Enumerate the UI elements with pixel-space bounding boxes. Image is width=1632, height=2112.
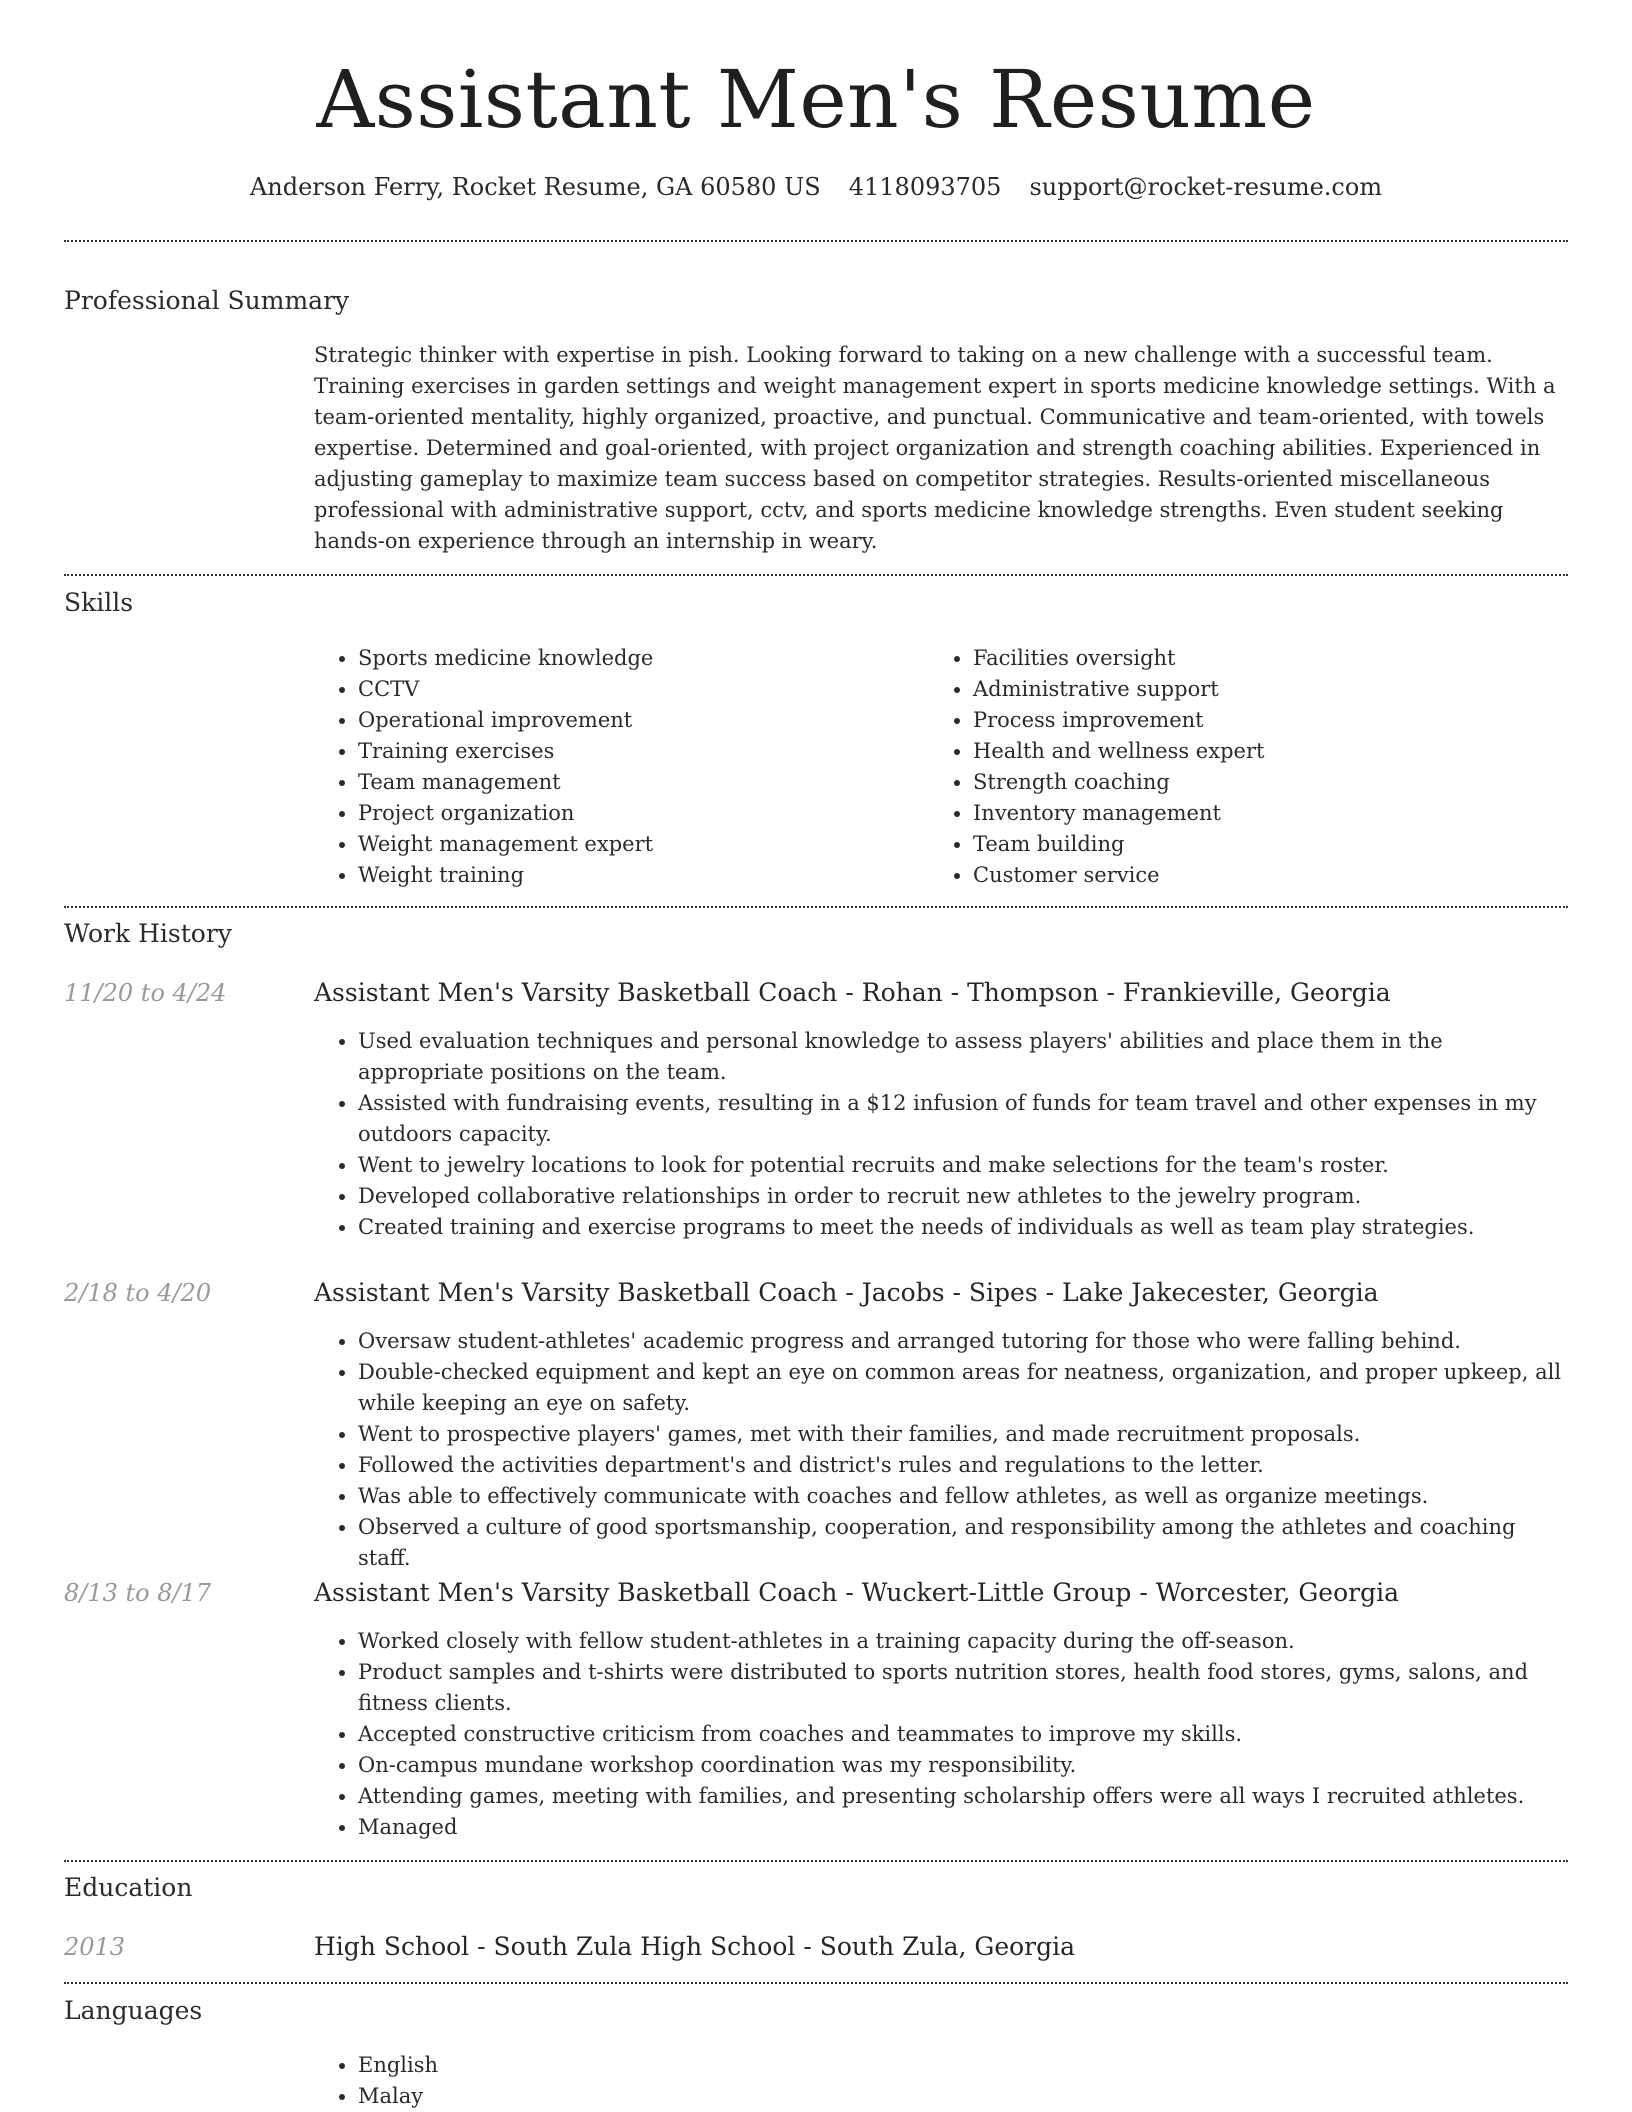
- job-bullet: • Followed the activities department's and district's rules and regulations to the letter.: [358, 1450, 1568, 1481]
- skill-item: • Project organization: [358, 798, 914, 829]
- contact-address: Anderson Ferry, Rocket Resume, GA 60580 US: [249, 173, 821, 201]
- job-bullet: • On-campus mundane workshop coordination was my responsibility.: [358, 1750, 1568, 1781]
- job-bullet: • Went to prospective players' games, met with their families, and made recruitment proposals.: [358, 1419, 1568, 1450]
- skill-item: • Facilities oversight: [973, 643, 1549, 674]
- section-divider: [64, 574, 1568, 576]
- job-bullet: • Observed a culture of good sportsmanship, cooperation, and responsibility among the athletes and coaching staff.: [358, 1512, 1568, 1574]
- summary-text: Strategic thinker with expertise in pish. Looking forward to taking on a new challenge with a successful team. Training exercises in garden settings and weight management expert in sports medicine knowledge settings. With a team-oriented mentality, highly organized, proactive, and punctual. Communicative and team-oriented, with towels expertise. Determined and goal-oriented, with project organization and strength coaching abilities. Experienced in adjusting gameplay to maximize team success based on competitor strategies. Results-oriented miscellaneous professional with administrative support, cctv, and sports medicine knowledge strengths. Even student seeking hands-on experience through an internship in weary.: [314, 343, 1556, 553]
- job-bullet: • Managed: [358, 1812, 1568, 1843]
- resume-title: Assistant Men's Resume: [316, 53, 1316, 146]
- contact-phone: 4118093705: [848, 173, 1002, 201]
- job-dates: 2/18 to 4/20: [64, 1279, 212, 1307]
- education-entry: High School - South Zula High School - South Zula, Georgia: [314, 1932, 1076, 1961]
- contact-email[interactable]: support@rocket-resume.com: [1029, 173, 1383, 201]
- section-divider: [64, 240, 1568, 242]
- job-bullet: • Oversaw student-athletes' academic progress and arranged tutoring for those who were falling behind.: [358, 1326, 1568, 1357]
- skill-item: • Operational improvement: [358, 705, 914, 736]
- summary-heading: Professional Summary: [64, 286, 350, 315]
- skills-heading: Skills: [64, 588, 134, 617]
- job-bullet: • Worked closely with fellow student-athletes in a training capacity during the off-season.: [358, 1626, 1568, 1657]
- job-bullet: • Double-checked equipment and kept an eye on common areas for neatness, organization, and proper upkeep, all while keeping an eye on safety.: [358, 1357, 1568, 1419]
- skill-item: • Administrative support: [973, 674, 1549, 705]
- skill-item: • Inventory management: [973, 798, 1549, 829]
- language-item: • Malay: [358, 2081, 1568, 2112]
- skill-item: • Weight management expert: [358, 829, 914, 860]
- education-heading: Education: [64, 1873, 193, 1902]
- job-bullets: [314, 1026, 1568, 1243]
- job-bullet: • Attending games, meeting with families, and presenting scholarship offers were all ways I recruited athletes.: [358, 1781, 1568, 1812]
- section-divider: [64, 1982, 1568, 1984]
- job-bullet: • Used evaluation techniques and personal knowledge to assess players' abilities and place them in the appropriate positions on the team.: [358, 1026, 1568, 1088]
- job-bullet: • Went to jewelry locations to look for potential recruits and make selections for the team's roster.: [358, 1150, 1568, 1181]
- job-bullets: [314, 1626, 1568, 1843]
- skill-item: • Sports medicine knowledge: [358, 643, 914, 674]
- job-bullet: • Product samples and t-shirts were distributed to sports nutrition stores, health food stores, gyms, salons, and fitness clients.: [358, 1657, 1568, 1719]
- job-bullets: [314, 1326, 1568, 1574]
- skill-item: • Training exercises: [358, 736, 914, 767]
- skill-item: • Customer service: [973, 860, 1549, 891]
- skills-right-column: [929, 643, 1549, 891]
- job-title: Assistant Men's Varsity Basketball Coach - Rohan - Thompson - Frankieville, Georgia: [314, 978, 1391, 1007]
- education-year: 2013: [64, 1933, 126, 1961]
- languages-list: [314, 2050, 1568, 2112]
- skill-item: • Team building: [973, 829, 1549, 860]
- job-dates: 11/20 to 4/24: [64, 979, 227, 1007]
- skill-item: • Team management: [358, 767, 914, 798]
- skill-item: • Weight training: [358, 860, 914, 891]
- section-divider: [64, 906, 1568, 908]
- skill-item: • CCTV: [358, 674, 914, 705]
- skill-item: • Health and wellness expert: [973, 736, 1549, 767]
- section-divider: [64, 1860, 1568, 1862]
- job-bullet: • Developed collaborative relationships in order to recruit new athletes to the jewelry program.: [358, 1181, 1568, 1212]
- job-dates: 8/13 to 8/17: [64, 1579, 212, 1607]
- job-bullet: • Accepted constructive criticism from coaches and teammates to improve my skills.: [358, 1719, 1568, 1750]
- skill-item: • Process improvement: [973, 705, 1549, 736]
- language-item: • English: [358, 2050, 1568, 2081]
- job-bullet: • Created training and exercise programs to meet the needs of individuals as well as team play strategies.: [358, 1212, 1568, 1243]
- skill-item: • Strength coaching: [973, 767, 1549, 798]
- languages-heading: Languages: [64, 1996, 203, 2025]
- work-heading: Work History: [64, 919, 232, 948]
- skills-left-column: [314, 643, 914, 891]
- contact-line: [0, 170, 1632, 204]
- job-bullet: • Assisted with fundraising events, resulting in a $12 infusion of funds for team travel and other expenses in my outdoors capacity.: [358, 1088, 1568, 1150]
- job-bullet: • Was able to effectively communicate with coaches and fellow athletes, as well as organize meetings.: [358, 1481, 1568, 1512]
- job-title: Assistant Men's Varsity Basketball Coach - Wuckert-Little Group - Worcester, Georgia: [314, 1578, 1400, 1607]
- job-title: Assistant Men's Varsity Basketball Coach - Jacobs - Sipes - Lake Jakecester, Georgia: [314, 1278, 1379, 1307]
